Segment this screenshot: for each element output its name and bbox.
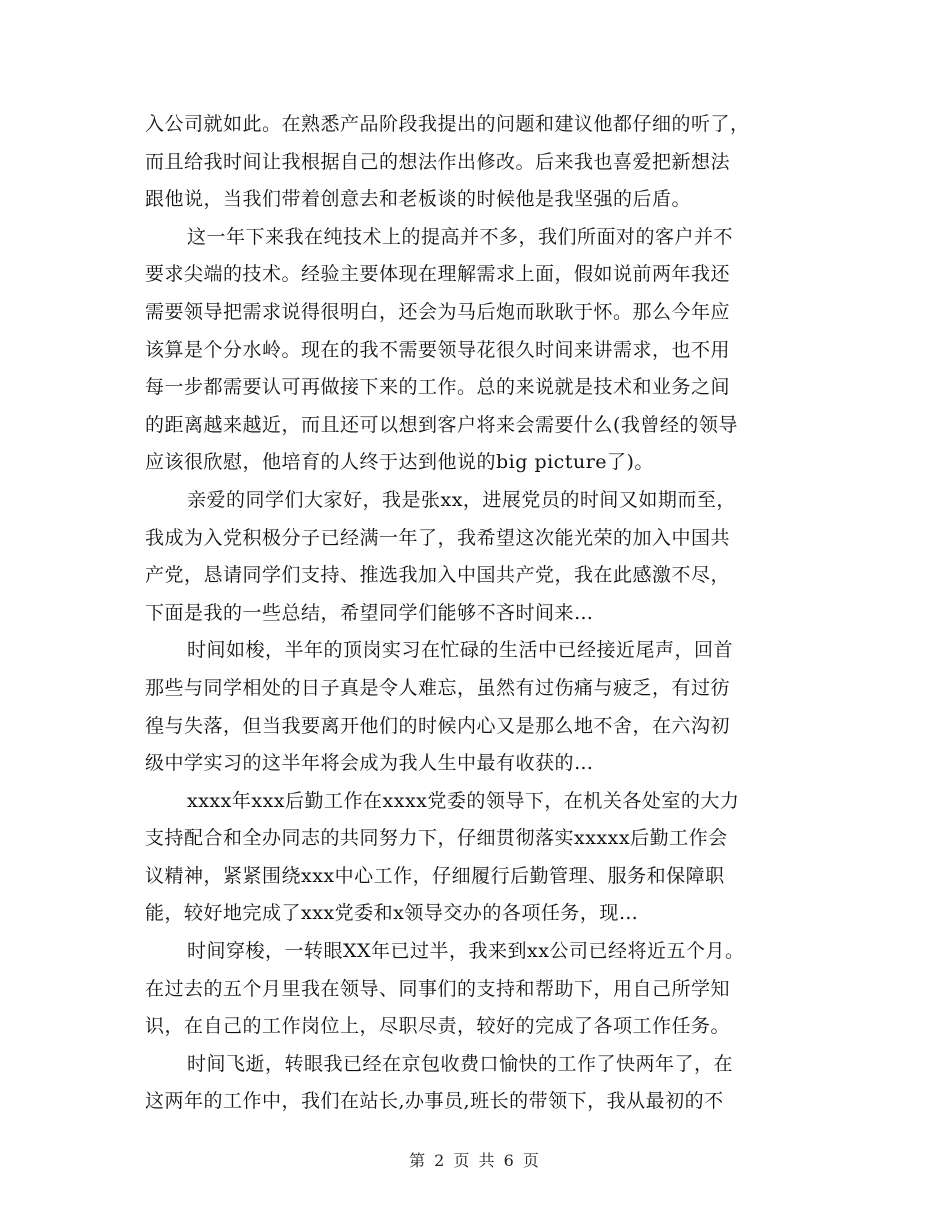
paragraph-line: 时间飞逝，转眼我已经在京包收费口愉快的工作了快两年了，在 xyxy=(187,1052,734,1075)
paragraph-line: 时间穿梭，一转眼XX年已过半，我来到xx公司已经将近五个月。 xyxy=(187,940,745,963)
paragraph-4 xyxy=(145,632,810,782)
paragraph-line: 这两年的工作中，我们在站长,办事员,班长的带领下，我从最初的不 xyxy=(145,1090,724,1113)
paragraph-7 xyxy=(145,1046,810,1121)
paragraph-line: 下面是我的一些总结，希望同学们能够不吝时间来… xyxy=(145,601,594,624)
paragraph-line: 时间如梭，半年的顶岗实习在忙碌的生活中已经接近尾声，回首 xyxy=(187,639,734,662)
page-number-footer: 第 2 页 共 6 页 xyxy=(409,1151,541,1170)
paragraph-line: 我成为入党积极分子已经满一年了，我希望这次能光荣的加入中国共 xyxy=(145,526,731,549)
paragraph-line: 支持配合和全办同志的共同努力下，仔细贯彻落实xxxxx后勤工作会 xyxy=(145,827,728,850)
paragraph-line: 要求尖端的技术。经验主要体现在理解需求上面，假如说前两年我还 xyxy=(145,263,731,286)
paragraph-line: 这一年下来我在纯技术上的提高并不多，我们所面对的客户并不 xyxy=(187,225,734,248)
paragraph-line: 亲爱的同学们大家好，我是张xx，进展党员的时间又如期而至， xyxy=(187,488,736,511)
paragraph-line: 该算是个分水岭。现在的我不需要领导花很久时间来讲需求，也不用 xyxy=(145,338,731,361)
paragraph-line: 的距离越来越近，而且还可以想到客户将来会需要什么(我曾经的领导 xyxy=(145,413,738,436)
paragraph-3 xyxy=(145,482,810,632)
document-body xyxy=(145,106,810,1121)
paragraph-line: 识，在自己的工作岗位上，尽职尽责，较好的完成了各项工作任务。 xyxy=(145,1015,731,1038)
paragraph-line: 跟他说，当我们带着创意去和老板谈的时候他是我坚强的后盾。 xyxy=(145,188,692,211)
paragraph-line: 入公司就如此。在熟悉产品阶段我提出的问题和建议他都仔细的听了， xyxy=(145,113,750,135)
paragraph-6 xyxy=(145,933,810,1046)
paragraph-line: 在过去的五个月里我在领导、同事们的支持和帮助下，用自己所学知 xyxy=(145,977,731,1000)
paragraph-line: 而且给我时间让我根据自己的想法作出修改。后来我也喜爱把新想法 xyxy=(145,150,731,173)
paragraph-line: 那些与同学相处的日子真是令人难忘，虽然有过伤痛与疲乏，有过彷 xyxy=(145,676,731,699)
paragraph-line: 产党，恳请同学们支持、推选我加入中国共产党，我在此感激不尽， xyxy=(145,564,731,587)
paragraph-2 xyxy=(145,219,810,482)
paragraph-line: 徨与失落，但当我要离开他们的时候内心又是那么地不舍，在六沟初 xyxy=(145,714,731,737)
paragraph-line: 需要领导把需求说得很明白，还会为马后炮而耿耿于怀。那么今年应 xyxy=(145,300,731,323)
paragraph-line: xxxx年xxx后勤工作在xxxx党委的领导下，在机关各处室的大力 xyxy=(187,789,740,812)
paragraph-line: 能，较好地完成了xxx党委和x领导交办的各项任务，现… xyxy=(145,902,639,925)
paragraph-line: 每一步都需要认可再做接下来的工作。总的来说就是技术和业务之间 xyxy=(145,376,731,399)
paragraph-5 xyxy=(145,783,810,933)
paragraph-line: 议精神，紧紧围绕xxx中心工作，仔细履行后勤管理、服务和保障职 xyxy=(145,864,725,887)
paragraph-line: 应该很欣慰，他培育的人终于达到他说的big picture了)。 xyxy=(145,451,654,474)
paragraph-1 xyxy=(145,106,810,219)
paragraph-line: 级中学实习的这半年将会成为我人生中最有收获的… xyxy=(145,752,594,775)
